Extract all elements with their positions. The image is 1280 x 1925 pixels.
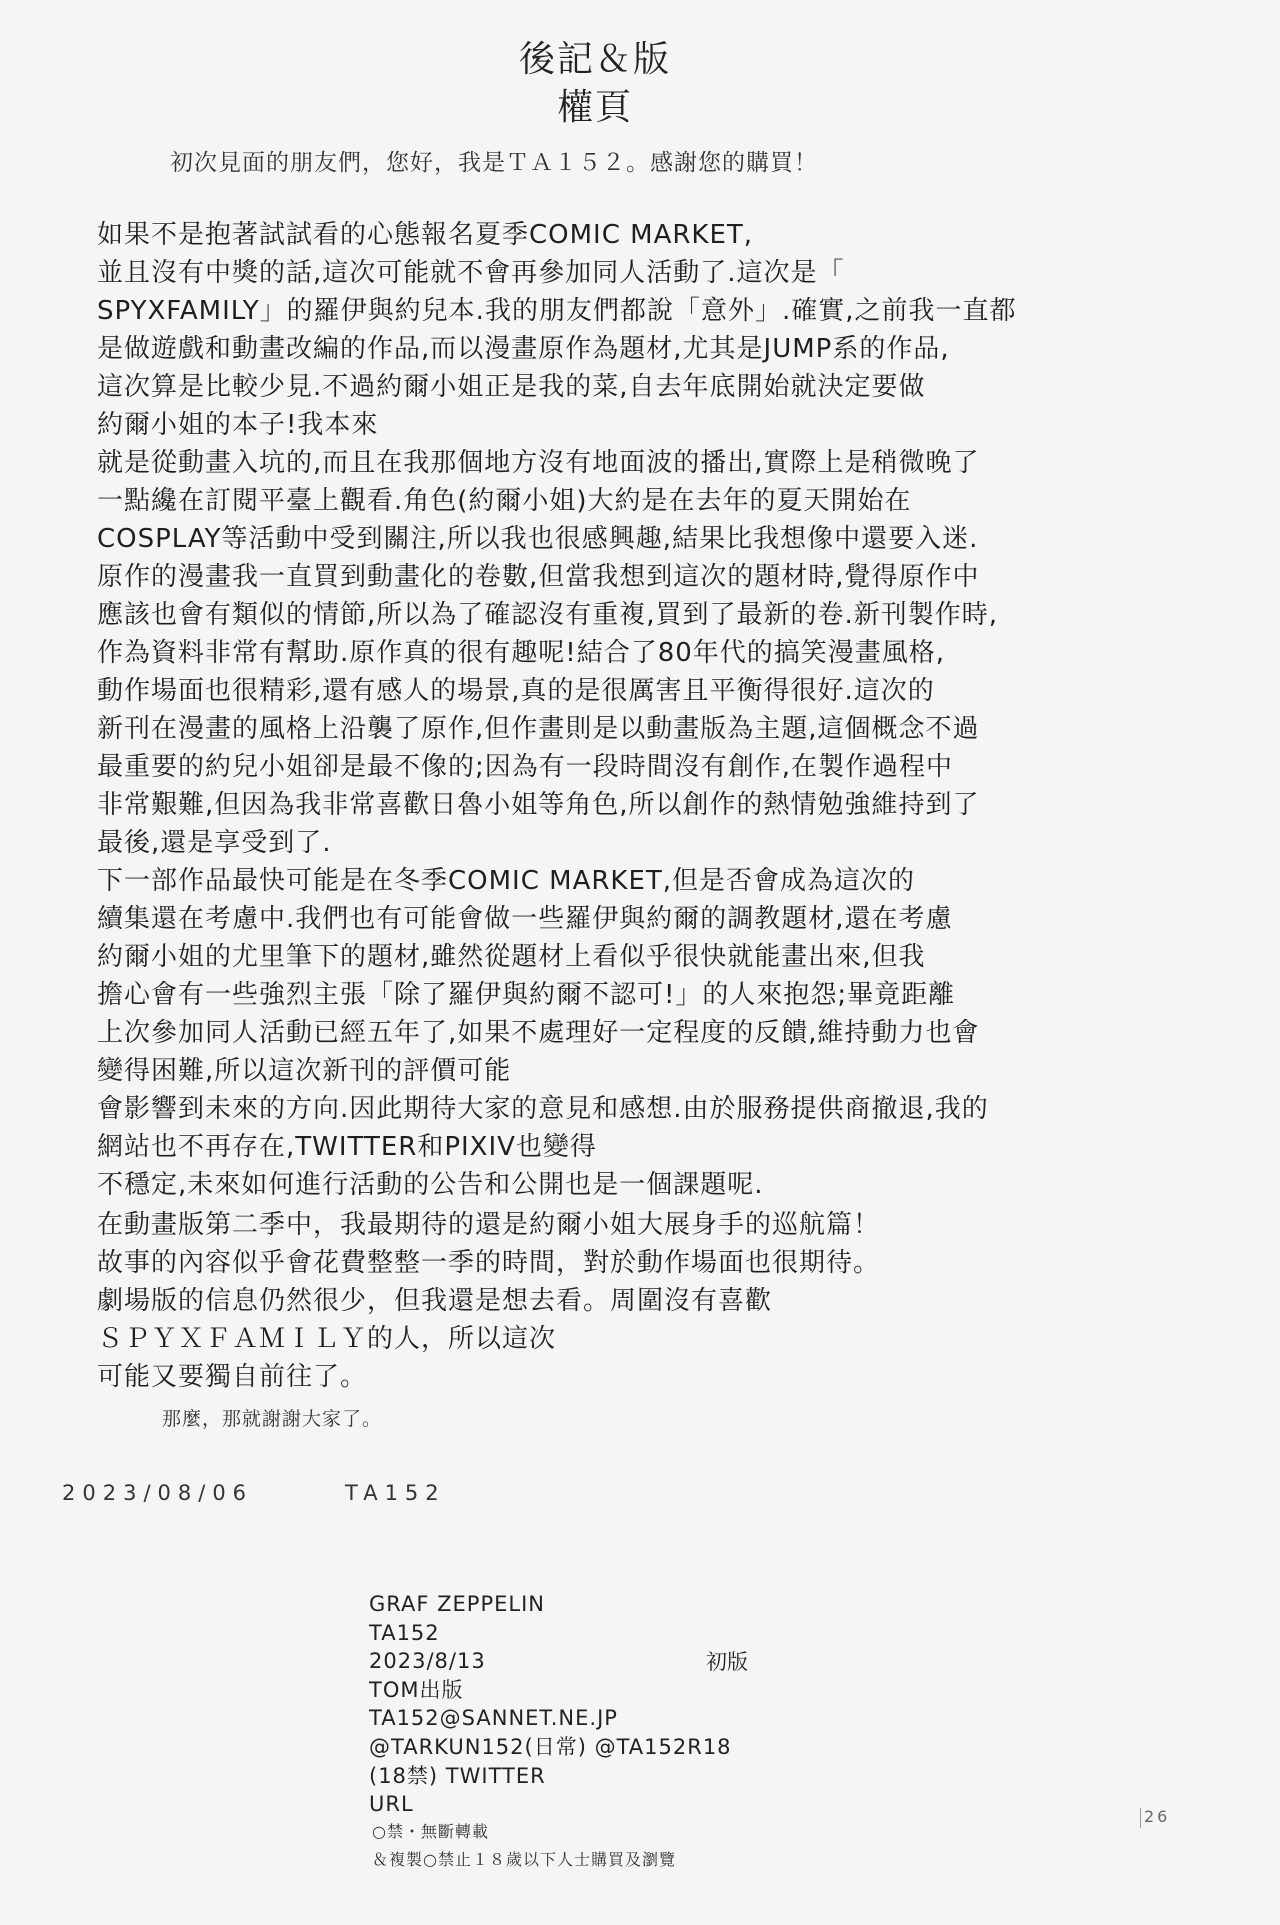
page-number-divider (1140, 1808, 1141, 1828)
text-line: 上次參加同人活動已經五年了,如果不處理好一定程度的反饋,維持動力也會 (97, 1018, 980, 1048)
text-line: ＳＰＹＸＦＡＭＩＬＹ的人，所以這次 (97, 1324, 557, 1354)
text-line: 如果不是抱著試試看的心態報名夏季COMIC MARKET, (97, 220, 754, 250)
text-line: 可能又要獨自前往了。 (97, 1362, 368, 1392)
text-line: SPYXFAMILY」的羅伊與約兒本.我的朋友們都說「意外」.確實,之前我一直都 (97, 296, 1017, 326)
text-line: 約爾小姐的尤里筆下的題材,雖然從題材上看似乎很快就能畫出來,但我 (97, 942, 926, 972)
text-line: 擔心會有一些強烈主張「除了羅伊與約爾不認可!」的人來抱怨;畢竟距離 (97, 980, 956, 1010)
text-line: 是做遊戲和動畫改編的作品,而以漫畫原作為題材,尤其是JUMP系的作品, (97, 334, 950, 364)
text-line: 原作的漫畫我一直買到動畫化的卷數,但當我想到這次的題材時,覺得原作中 (97, 562, 980, 592)
page-number (1140, 1807, 1170, 1828)
text-line: 下一部作品最快可能是在冬季COMIC MARKET,但是否會成為這次的 (97, 866, 916, 896)
paragraph-1 (97, 216, 1237, 862)
colophon-block (369, 1590, 732, 1819)
colophon-line: (18禁) TWITTER (369, 1763, 546, 1788)
colophon-line: TA152 (369, 1620, 440, 1645)
colophon-line: TA152@SANNET.NE.JP (369, 1706, 618, 1731)
page-title-line2: 權頁 (556, 87, 633, 128)
text-line: 故事的內容似乎會花費整整一季的時間，對於動作場面也很期待。 (97, 1248, 881, 1278)
intro-greeting: 初次見面的朋友們，您好，我是ＴＡ１５２。感謝您的購買！ (170, 150, 818, 176)
paragraph-2 (97, 862, 1237, 1204)
text-line: 應該也會有類似的情節,所以為了確認沒有重複,買到了最新的卷.新刊製作時, (97, 600, 999, 630)
colophon-line: 2023/8/13 (369, 1649, 486, 1674)
text-line: 動作場面也很精彩,還有感人的場景,真的是很厲害且平衡得很好.這次的 (97, 676, 935, 706)
text-line: 在動畫版第二季中，我最期待的還是約爾小姐大展身手的巡航篇！ (97, 1210, 881, 1240)
colophon-line: GRAF ZEPPELIN (369, 1592, 545, 1616)
text-line: 並且沒有中獎的話,這次可能就不會再參加同人活動了.這次是「 (97, 258, 845, 288)
paragraph-3 (97, 1206, 1237, 1396)
notice-line: ○禁・無斷轉載 (372, 1822, 489, 1841)
text-line: 最重要的約兒小姐卻是最不像的;因為有一段時間沒有創作,在製作過程中 (97, 752, 954, 782)
page-title-line1: 後記＆版 (518, 39, 671, 80)
text-line: 作為資料非常有幫助.原作真的很有趣呢!結合了80年代的搞笑漫畫風格, (97, 638, 946, 668)
edition-label: 初版 (706, 1650, 748, 1674)
notice-line: ＆複製○禁止１８歲以下人士購買及瀏覽 (372, 1850, 676, 1869)
text-line: 會影響到未來的方向.因此期待大家的意見和感想.由於服務提供商撤退,我的 (97, 1094, 989, 1124)
colophon-line: @TARKUN152(日常) @TA152R18 (369, 1734, 732, 1759)
signature-date: 2023/08/06 (62, 1481, 254, 1505)
page-number-value: 26 (1144, 1807, 1171, 1826)
text-line: 網站也不再存在,TWITTER和PIXIV也變得 (97, 1132, 597, 1162)
text-line: 變得困難,所以這次新刊的評價可能 (97, 1056, 512, 1086)
text-line: 不穩定,未來如何進行活動的公告和公開也是一個課題呢. (97, 1170, 764, 1200)
text-line: 新刊在漫畫的風格上沿襲了原作,但作畫則是以動畫版為主題,這個概念不過 (97, 714, 980, 744)
text-line: 續集還在考慮中.我們也有可能會做一些羅伊與約爾的調教題材,還在考慮 (97, 904, 953, 934)
text-line: 非常艱難,但因為我非常喜歡日魯小姐等角色,所以創作的熱情勉強維持到了 (97, 790, 980, 820)
colophon-line: TOM出版 (369, 1677, 464, 1702)
colophon-line: URL (369, 1792, 414, 1817)
text-line: COSPLAY等活動中受到關注,所以我也很感興趣,結果比我想像中還要入迷. (97, 524, 979, 554)
text-line: 最後,還是享受到了. (97, 828, 332, 858)
text-line: 這次算是比較少見.不過約爾小姐正是我的菜,自去年底開始就決定要做 (97, 372, 926, 402)
closing-line: 那麼，那就謝謝大家了。 (162, 1408, 383, 1430)
text-line: 約爾小姐的本子!我本來 (97, 410, 379, 440)
text-line: 就是從動畫入坑的,而且在我那個地方沒有地面波的播出,實際上是稍微晚了 (97, 448, 980, 478)
legal-notices (372, 1818, 676, 1874)
text-line: 一點纔在訂閱平臺上觀看.角色(約爾小姐)大約是在去年的夏天開始在 (97, 486, 912, 516)
text-line: 劇場版的信息仍然很少，但我還是想去看。周圍沒有喜歡 (97, 1286, 773, 1316)
signature-author: TA152 (345, 1481, 446, 1505)
